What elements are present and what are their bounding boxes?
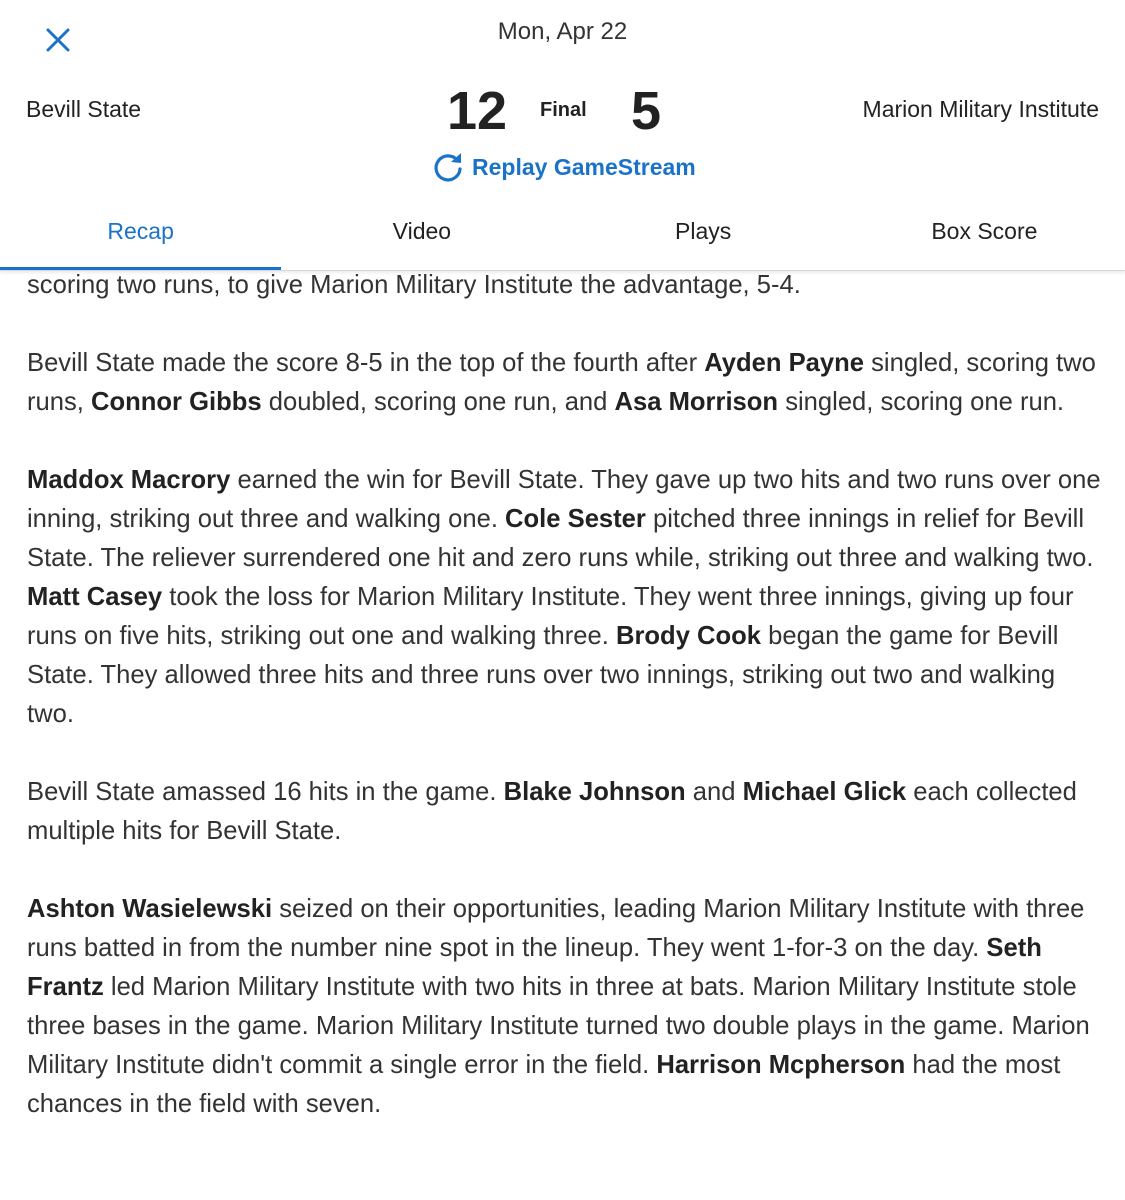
player-name: Seth Frantz (27, 934, 1042, 1001)
player-name: Asa Morrison (614, 388, 779, 416)
home-team-name[interactable]: Bevill State (26, 96, 142, 122)
replay-gamestream-label: Replay GameStream (472, 153, 696, 180)
player-name: Cole Sester (505, 505, 646, 533)
recap-text: pitched three innings in relief for Bevill State. The reliever surrendered one hit and zero runs while, striking out three and walking two. (27, 505, 1094, 572)
recap-text: singled, scoring two runs, (27, 349, 1096, 416)
game-date: Mon, Apr 22 (497, 18, 628, 45)
tab-plays[interactable]: Plays (675, 218, 732, 244)
recap-text: had the most chances in the field with seven. (27, 1051, 1061, 1118)
player-name: Matt Casey (27, 583, 163, 611)
player-name: Blake Johnson (503, 778, 686, 806)
recap-text: singled, scoring one run. (778, 388, 1065, 416)
recap-text: Bevill State amassed 16 hits in the game. (27, 778, 504, 806)
away-team-name[interactable]: Marion Military Institute (862, 96, 1099, 122)
player-name: Michael Glick (742, 778, 907, 806)
tab-video[interactable]: Video (392, 218, 452, 244)
game-header (0, 0, 1125, 270)
player-name: Harrison Mcpherson (656, 1051, 906, 1079)
replay-icon (430, 149, 466, 185)
recap-paragraph (27, 461, 1102, 734)
recap-text: and (685, 778, 743, 806)
recap-paragraph (27, 266, 1102, 305)
recap-paragraph (27, 344, 1102, 422)
away-team-score: 5 (631, 81, 662, 141)
recap-text: scoring two runs, to give Marion Military Institute the advantage, 5-4. (27, 271, 801, 299)
recap-paragraph (27, 773, 1102, 851)
player-name: Maddox Macrory (27, 466, 231, 494)
replay-gamestream-button[interactable] (430, 148, 696, 186)
player-name: Ayden Payne (704, 349, 864, 377)
recap-text: led Marion Military Institute with two hits in three at bats. Marion Military Institute stole three bases in the game. Marion Military Institute turned two double plays in the game. Marion Military Institute didn't commit a single error in the field. (27, 973, 1090, 1079)
recap-text: took the loss for Marion Military Institute. They went three innings, giving up four runs on five hits, striking out one and walking three. (27, 583, 1074, 650)
recap-text: began the game for Bevill State. They allowed three hits and three runs over two innings, striking out two and walking two. (27, 622, 1059, 728)
tab-recap[interactable]: Recap (0, 200, 281, 270)
tab-bar (0, 200, 1125, 271)
recap-article (27, 266, 1102, 1163)
player-name: Brody Cook (615, 622, 762, 650)
player-name: Connor Gibbs (91, 388, 262, 416)
recap-text: doubled, scoring one run, and (261, 388, 615, 416)
tab-box-score[interactable]: Box Score (931, 218, 1038, 244)
recap-text: seized on their opportunities, leading Marion Military Institute with three runs batted in from the number nine spot in the lineup. They went 1-for-3 on the day. (27, 895, 1085, 962)
home-team-score: 12 (447, 81, 508, 141)
recap-text: earned the win for Bevill State. They gave up two hits and two runs over one inning, striking out three and walking one. (27, 466, 1101, 533)
recap-text: Bevill State made the score 8-5 in the top of the fourth after (27, 349, 705, 377)
player-name: Ashton Wasielewski (27, 895, 273, 923)
recap-text: each collected multiple hits for Bevill State. (27, 778, 1077, 845)
game-status: Final (540, 99, 587, 121)
recap-paragraph (27, 890, 1102, 1124)
